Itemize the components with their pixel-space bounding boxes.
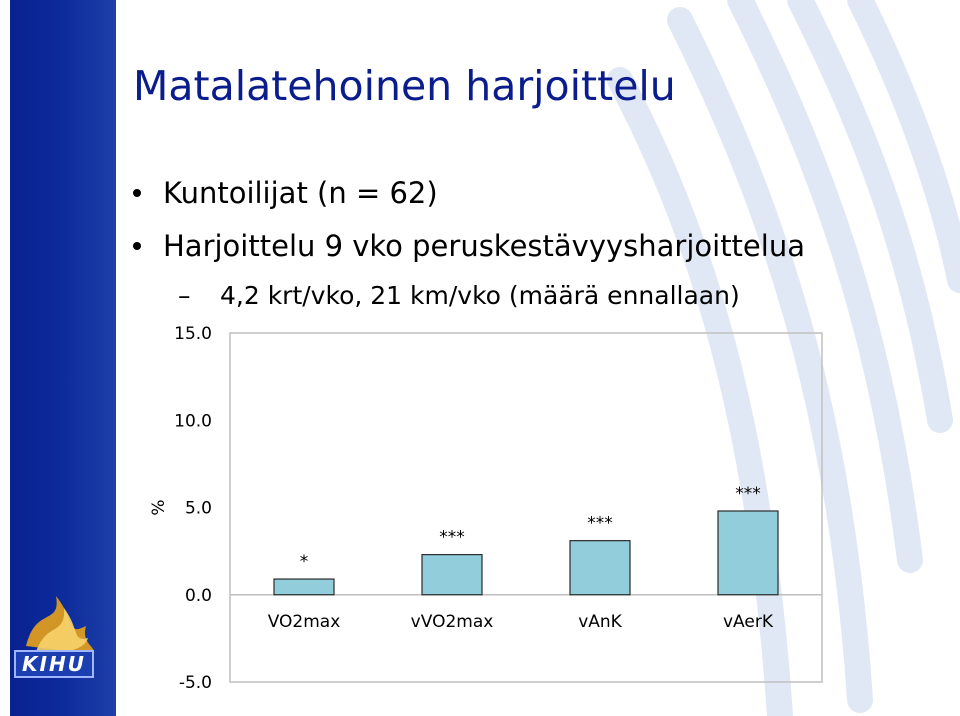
category-label: VO2max [267,611,341,632]
category-label: vAnK [578,611,622,632]
bars [274,511,778,595]
logo-text: KIHU [14,650,94,678]
bullet-text: Harjoittelu 9 vko peruskestävyysharjoittelua [163,229,805,263]
significance-label: * [299,552,309,573]
y-tick-label: -5.0 [178,673,212,693]
category-labels [268,612,774,632]
bar [422,555,482,595]
slide-title: Matalatehoinen harjoittelu [133,62,676,110]
bar [718,511,778,595]
category-label: vAerK [723,611,773,632]
significance-label: *** [735,483,761,504]
sub-bullet-text: 4,2 krt/vko, 21 km/vko (määrä ennallaan) [220,281,740,310]
sub-bullet-dash: – [178,281,191,310]
y-tick-label: 10.0 [174,411,212,432]
y-tick-label: 0.0 [184,585,212,606]
bullet-text: Kuntoilijat (n = 62) [163,176,438,210]
y-tick-label: 15.0 [174,324,212,344]
bar [570,541,630,595]
y-axis-label: % [149,499,169,516]
bar [274,579,334,595]
significance-label: *** [587,513,613,534]
category-label: vVO2max [410,611,494,632]
y-tick-labels [174,324,212,693]
bar-annotations [300,484,761,572]
y-tick-label: 5.0 [184,498,212,519]
significance-label: *** [439,527,465,548]
